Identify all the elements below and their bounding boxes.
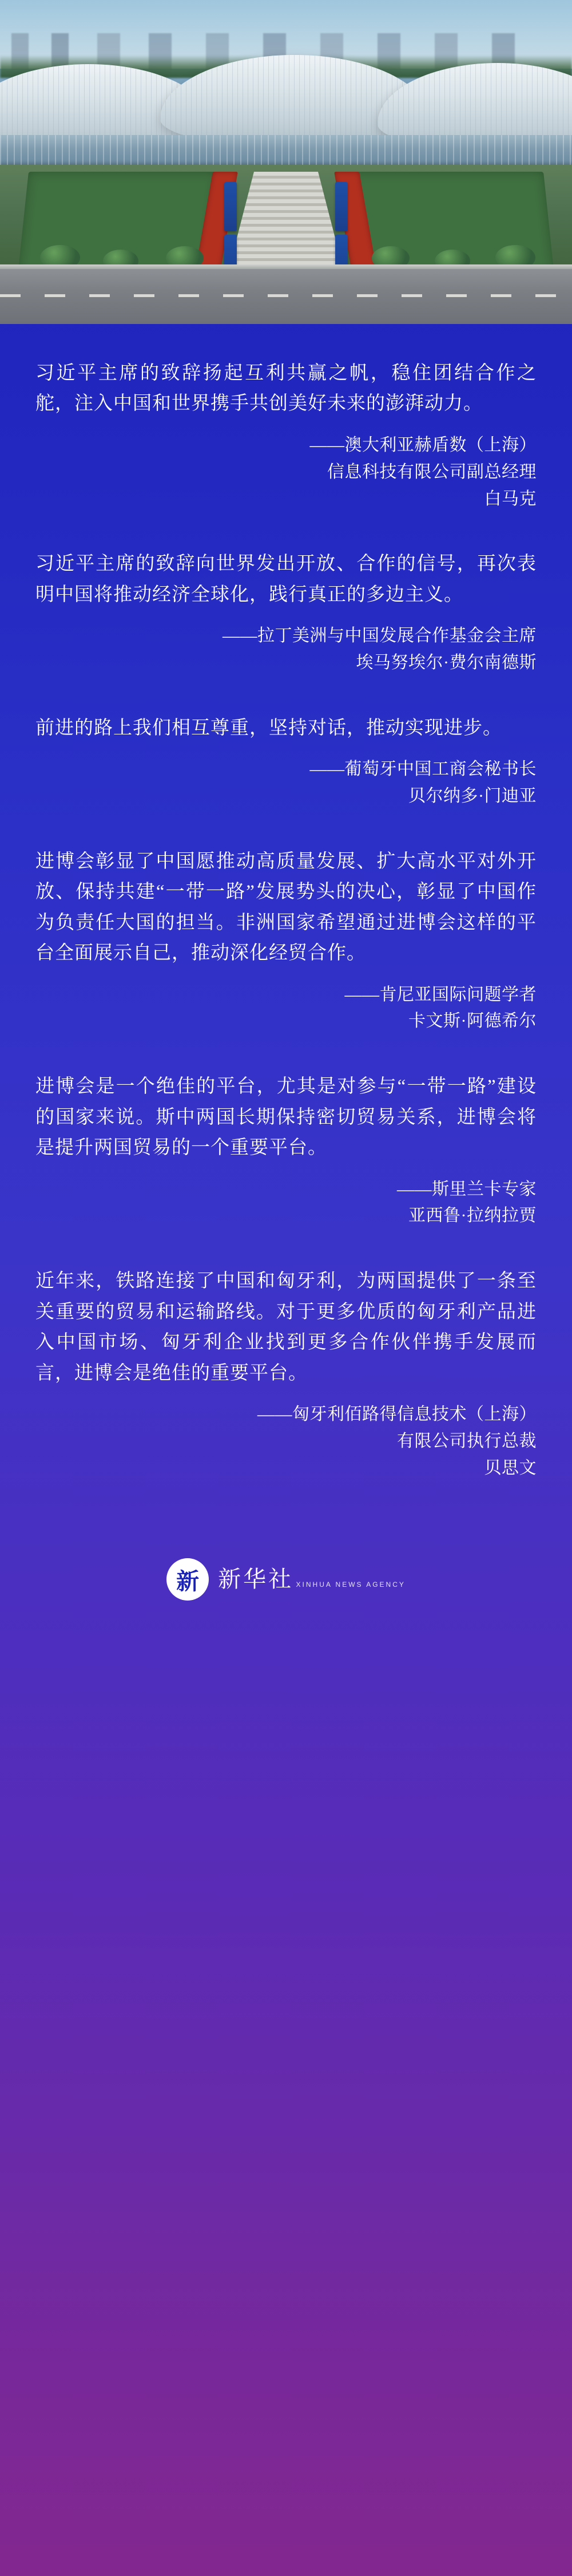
quote-block (35, 1266, 537, 1481)
attribution-line: ——斯里兰卡专家 (397, 1179, 537, 1199)
quote-attribution (35, 432, 537, 512)
attribution-line: 信息科技有限公司副总经理 (327, 462, 537, 481)
attribution-line: ——葡萄牙中国工商会秘书长 (309, 760, 537, 779)
attribution-line: ——匈牙利佰路得信息技术（上海） (257, 1405, 537, 1424)
quote-attribution (35, 982, 537, 1036)
attribution-line: 贝思文 (484, 1458, 537, 1477)
attribution-line: 白马克 (484, 489, 537, 508)
attribution-line: 卡文斯·阿德希尔 (408, 1012, 537, 1031)
quote-text: 近年来，铁路连接了中国和匈牙利，为两国提供了一条至关重要的贸易和运输路线。对于更多优质的匈牙利产品进入中国市场、匈牙利企业找到更多合作伙伴携手发展而言，进博会是绝佳的重要平台。 (35, 1271, 537, 1384)
quote-text: 前进的路上我们相互尊重，坚持对话，推动实现进步。 (35, 717, 502, 738)
quote-attribution (35, 756, 537, 810)
quote-text: 进博会是一个绝佳的平台，尤其是对参与“一带一路”建设的国家来说。斯中两国长期保持密切贸易关系，进博会将是提升两国贸易的一个重要平台。 (35, 1076, 537, 1159)
logo-name-en: XINHUA NEWS AGENCY (296, 1581, 406, 1589)
attribution-line: 埃马努埃尔·费尔南德斯 (356, 653, 537, 672)
quote-block (35, 1072, 537, 1230)
footer (0, 1541, 572, 1637)
xinhua-logo-icon (166, 1558, 209, 1601)
attribution-line: ——澳大利亚赫盾数（上海） (309, 435, 537, 455)
quote-attribution (35, 1176, 537, 1230)
quote-text: 进博会彰显了中国愿推动高质量发展、扩大高水平对外开放、保持共建“一带一路”发展势头的决心，彰显了中国作为负责任大国的担当。非洲国家希望通过进博会这样的平台全面展示自己，推动深化经贸合作。 (35, 851, 537, 964)
road (0, 269, 572, 324)
attribution-line: ——拉丁美洲与中国发展合作基金会主席 (223, 626, 537, 646)
xinhua-logo (166, 1558, 406, 1601)
glass-facade (0, 135, 572, 165)
attribution-line: 亚西鲁·拉纳拉贾 (408, 1206, 537, 1226)
quote-block (35, 847, 537, 1035)
quote-text: 习近平主席的致辞扬起互利共赢之帆，稳住团结合作之舵，注入中国和世界携手共创美好未来的澎湃动力。 (35, 363, 537, 414)
quotes-container (0, 324, 572, 1541)
attribution-line: ——肯尼亚国际问题学者 (344, 985, 537, 1004)
logo-glyph: 新 (176, 1568, 200, 1594)
quote-block (35, 549, 537, 677)
quote-attribution (35, 623, 537, 677)
quote-text: 习近平主席的致辞向世界发出开放、合作的信号，再次表明中国将推动经济全球化，践行真正的多边主义。 (35, 554, 537, 605)
attribution-line: 有限公司执行总裁 (397, 1431, 537, 1451)
logo-text (218, 1567, 406, 1591)
flag-banner (224, 182, 237, 231)
quote-block (35, 713, 537, 810)
attribution-line: 贝尔纳多·门迪亚 (408, 787, 537, 806)
quote-attribution (35, 1401, 537, 1481)
quote-block (35, 358, 537, 512)
hero-photo (0, 0, 572, 324)
logo-name-cn: 新华社 (218, 1566, 294, 1593)
flag-banner (335, 182, 348, 231)
